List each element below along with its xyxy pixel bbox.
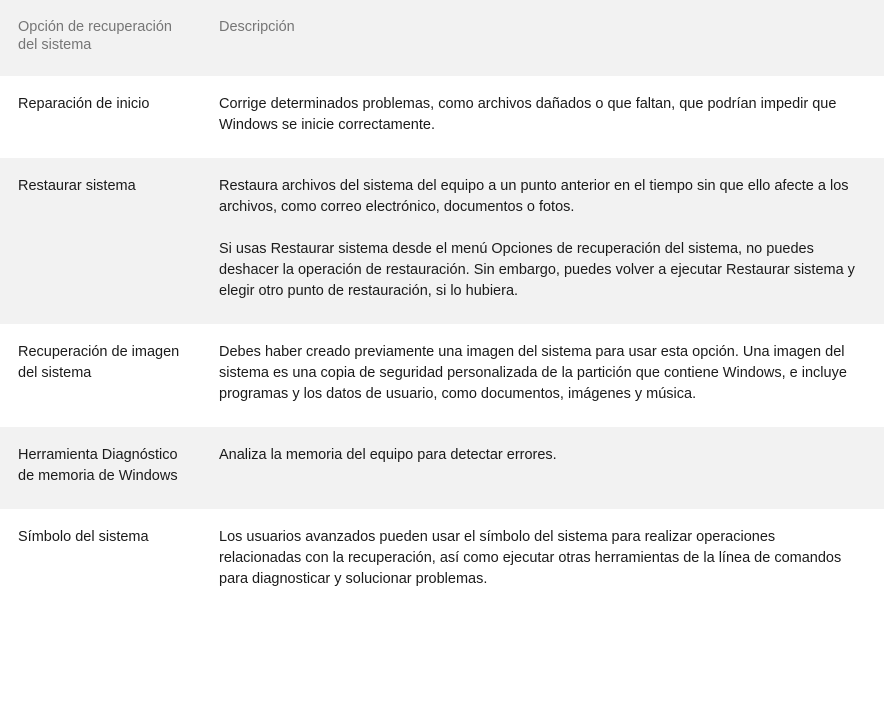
description-paragraph: Analiza la memoria del equipo para detectar errores.: [219, 447, 557, 463]
row-option-label: [0, 324, 200, 427]
column-header-description: Descripción: [200, 0, 884, 76]
option-text: Reparación de inicio: [18, 96, 150, 112]
column-header-option: Opción de recuperación del sistema: [0, 0, 200, 76]
row-description: [200, 324, 884, 427]
row-description: [200, 158, 884, 324]
row-option-label: [0, 427, 200, 509]
table-row: [0, 427, 884, 509]
row-option-label: [0, 158, 200, 324]
table-header-row: [0, 0, 884, 76]
option-text: Restaurar sistema: [18, 178, 136, 194]
row-option-label: [0, 509, 200, 612]
table-row: [0, 76, 884, 158]
description-paragraph: Si usas Restaurar sistema desde el menú Opciones de recuperación del sistema, no puedes deshacer la operación de restauración. Sin embargo, puedes volver a ejecutar Restaurar sistema y elegir otro punto de restauración, si lo hubiera.: [219, 241, 855, 299]
option-text: Herramienta Diagnóstico de memoria de Windows: [18, 447, 178, 484]
option-text: Símbolo del sistema: [18, 529, 149, 545]
description-paragraph: Corrige determinados problemas, como archivos dañados o que faltan, que podrían impedir que Windows se inicie correctamente.: [219, 96, 837, 133]
description-paragraph: Los usuarios avanzados pueden usar el símbolo del sistema para realizar operaciones relacionadas con la recuperación, así como ejecutar otras herramientas de la línea de comandos para diagnosticar y solucionar problemas.: [219, 529, 842, 587]
table-row: [0, 324, 884, 427]
row-description: [200, 509, 884, 612]
table-row: [0, 158, 884, 324]
row-option-label: [0, 76, 200, 158]
table-body: [0, 76, 884, 612]
row-description: [200, 427, 884, 509]
description-paragraph: Debes haber creado previamente una imagen del sistema para usar esta opción. Una imagen del sistema es una copia de seguridad personalizada de la partición que contiene Windows, e incluye programas y los datos de usuario, como documentos, imágenes y música.: [219, 344, 847, 402]
option-text: Recuperación de imagen del sistema: [18, 344, 180, 381]
table-header: [0, 0, 884, 76]
row-description: [200, 76, 884, 158]
table-row: [0, 509, 884, 612]
description-paragraph: Restaura archivos del sistema del equipo a un punto anterior en el tiempo sin que ello afecte a los archivos, como correo electrónico, documentos o fotos.: [219, 178, 849, 215]
